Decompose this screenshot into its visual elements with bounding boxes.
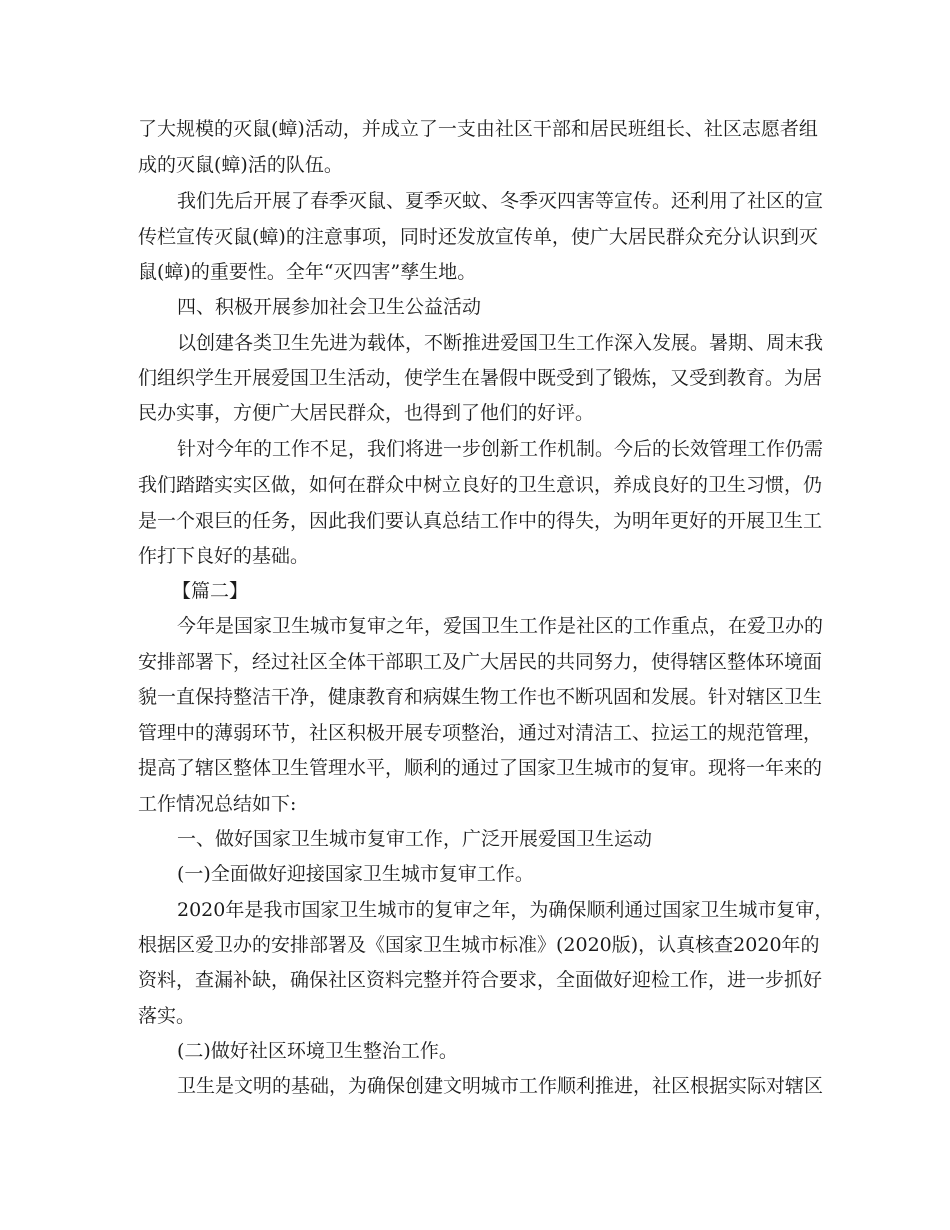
text-line: 针对今年的工作不足，我们将进一步创新工作机制。今后的长效管理工作仍需 (177, 438, 824, 460)
text-line: 工作情况总结如下: (138, 793, 297, 815)
text-line: 提高了辖区整体卫生管理水平，顺利的通过了国家卫生城市的复审。现将一年来的 (138, 757, 823, 779)
text-line: 貌一直保持整洁干净，健康教育和病媒生物工作也不断巩固和发展。针对辖区卫生 (138, 686, 823, 708)
text-line: 安排部署下，经过社区全体干部职工及广大居民的共同努力，使得辖区整体环境面 (138, 651, 823, 673)
text-line: 我们踏踏实实区做，如何在群众中树立良好的卫生意识，养成良好的卫生习惯，仍 (138, 474, 823, 496)
subsection-heading: (一)全面做好迎接国家卫生城市复审工作。 (177, 863, 534, 885)
section-heading: 一、做好国家卫生城市复审工作，广泛开展爱国卫生运动 (177, 828, 653, 850)
article-heading: 【篇二】 (172, 580, 249, 602)
text-line: 传栏宣传灭鼠(蟑)的注意事项，同时还发放宣传单，使广大居民群众充分认识到灭 (138, 226, 818, 248)
text-line: 根据区爱卫办的安排部署及《国家卫生城市标准》(2020版)，认真核查2020年的 (138, 934, 820, 956)
text-line: 以创建各类卫生先进为载体，不断推进爱国卫生工作深入发展。暑期、周末我 (177, 332, 824, 354)
text-line: 是一个艰巨的任务，因此我们要认真总结工作中的得失，为明年更好的开展卫生工 (138, 510, 823, 532)
text-line: 成的灭鼠(蟑)活的队伍。 (138, 154, 343, 176)
text-line: 了大规模的灭鼠(蟑)活动，并成立了一支由社区干部和居民班组长、社区志愿者组 (138, 118, 818, 140)
subsection-heading: (二)做好社区环境卫生整治工作。 (177, 1040, 458, 1062)
text-line: 鼠(蟑)的重要性。全年“灭四害”孳生地。 (138, 261, 477, 283)
text-line: 今年是国家卫生城市复审之年，爱国卫生工作是社区的工作重点，在爱卫办的 (177, 615, 824, 637)
text-line: 卫生是文明的基础，为确保创建文明城市工作顺利推进，社区根据实际对辖区 (177, 1075, 824, 1097)
text-line: 管理中的薄弱环节，社区积极开展专项整治，通过对清洁工、拉运工的规范管理， (138, 722, 823, 744)
text-line: 资料，查漏补缺，确保社区资料完整并符合要求，全面做好迎检工作，进一步抓好 (138, 969, 823, 991)
text-line: 作打下良好的基础。 (138, 545, 310, 567)
section-heading: 四、积极开展参加社会卫生公益活动 (177, 296, 482, 318)
text-line: 我们先后开展了春季灭鼠、夏季灭蚊、冬季灭四害等宣传。还利用了社区的宣 (177, 190, 824, 212)
text-line: 2020年是我市国家卫生城市的复审之年，为确保顺利通过国家卫生城市复审， (177, 899, 834, 921)
text-line: 落实。 (138, 1005, 196, 1027)
text-line: 民办实事，方便广大居民群众，也得到了他们的好评。 (138, 402, 595, 424)
text-line: 们组织学生开展爱国卫生活动，使学生在暑假中既受到了锻炼，又受到教育。为居 (138, 367, 823, 389)
